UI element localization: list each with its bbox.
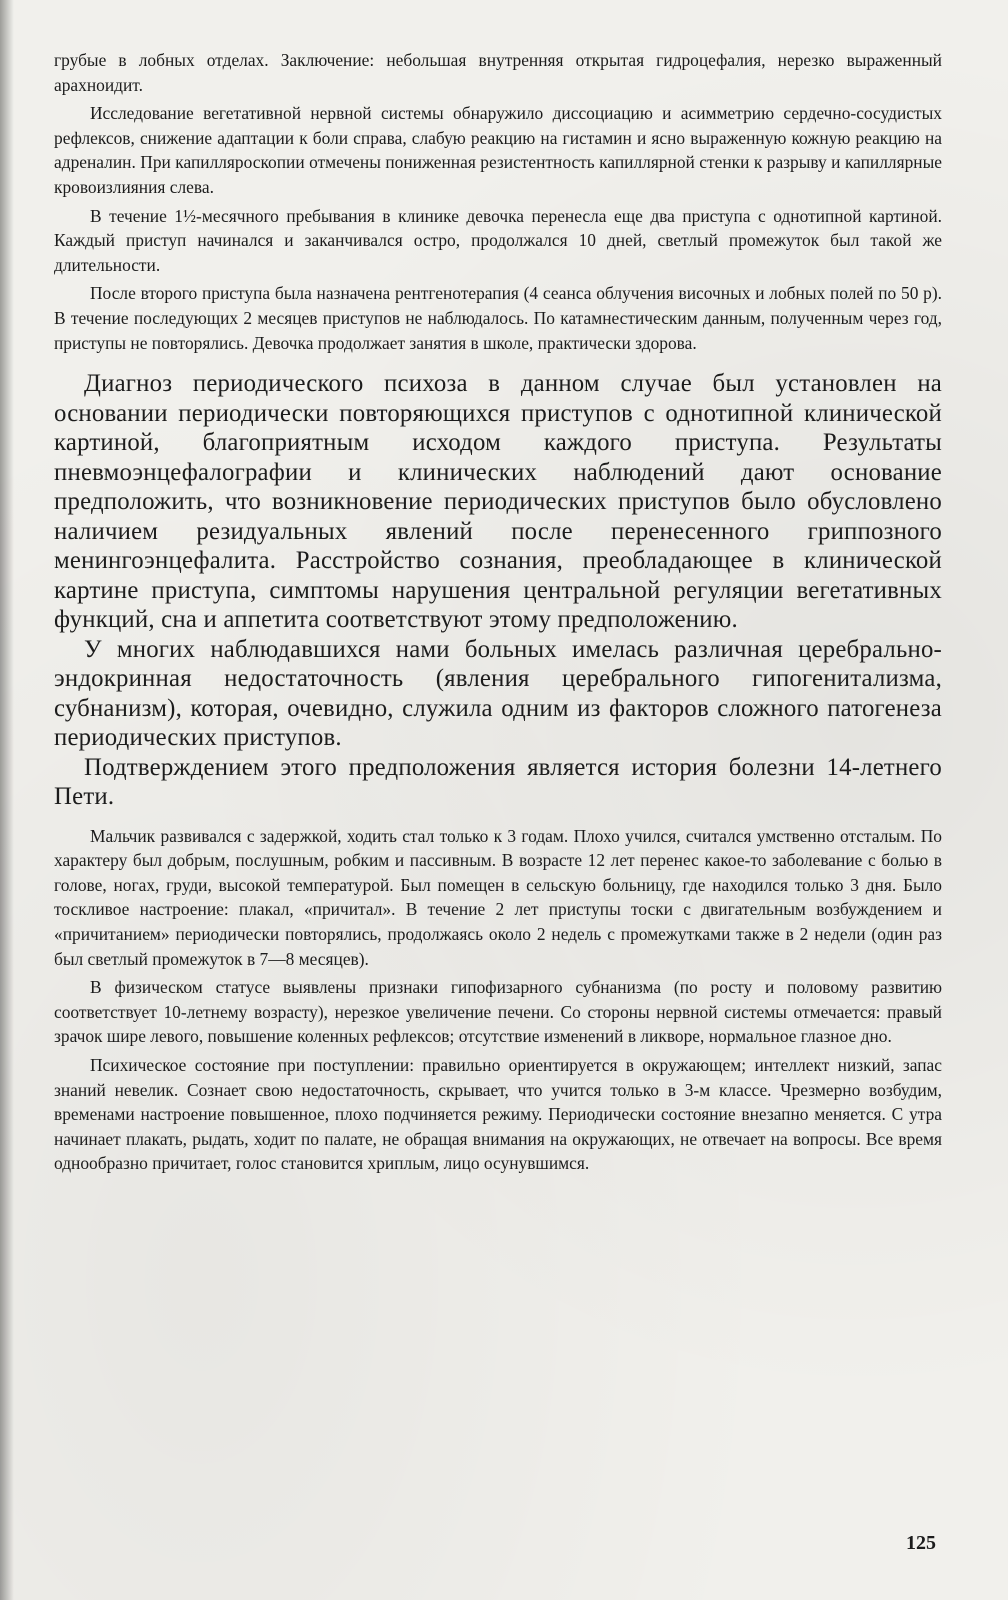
paragraph: В физическом статусе выявлены признаки гипофизарного субнанизма (по росту и половому развитию соответствует 10-летнему возрасту), нерезкое увеличение печени. Со стороны нервной системы отмечается: правый зрачок шире левого, повышение коленных рефлексов; отсутствие изменений в ликворе, нормальное глазное дно. — [54, 977, 942, 1047]
paragraph: Исследование вегетативной нервной системы обнаружило диссоциацию и асимметрию сердечно-сосудистых рефлексов, снижение адаптации к боли справа, слабую реакцию на гистамин и ясно выраженную кожную реакцию на адреналин. При капилляроскопии отмечены пониженная резистентность капиллярной стенки к разрыву и капиллярные кровоизлияния слева. — [54, 103, 942, 197]
paragraph: Мальчик развивался с задержкой, ходить стал только к 3 годам. Плохо учился, считался умственно отсталым. По характеру был добрым, послушным, робким и пассивным. В возрасте 12 лет перенес какое-то заболевание с болью в голове, ногах, груди, высокой температурой. Был помещен в сельскую больницу, где находился только 3 дня. Было тоскливое настроение: плакал, «причитал». В течение 2 лет приступы тоски с двигательным возбуждением и «причитанием» периодически повторялись, продолжаясь около 2 недель с промежутками также в 2 недели (один раз был светлый промежуток в 7—8 месяцев). — [54, 825, 942, 969]
page-number: 125 — [906, 1532, 936, 1554]
case-notes-block-1 — [54, 48, 942, 355]
main-text-block — [54, 369, 942, 812]
paragraph: После второго приступа была назначена рентгенотерапия (4 сеанса облучения височных и лобных полей по 50 р). В течение последующих 2 месяцев приступов не наблюдалось. По катамнестическим данным, полученным через год, приступы не повторялись. Девочка продолжает занятия в школе, практически здорова. — [54, 283, 942, 353]
paragraph: Подтверждением этого предположения является история болезни 14-летнего Пети. — [54, 753, 942, 811]
paragraph: В течение 1½-месячного пребывания в клинике девочка перенесла еще два приступа с однотипной картиной. Каждый приступ начинался и заканчивался остро, продолжался 10 дней, светлый промежуток был такой же длительности. — [54, 205, 942, 275]
paragraph: Диагноз периодического психоза в данном случае был установлен на основании периодически повторяющихся приступов с однотипной клинической картиной, благоприятным исходом каждого приступа. Результаты пневмоэнцефалографии и клинических наблюдений дают основание предположить, что возникновение периодических приступов было обусловлено наличием резидуальных явлений после перенесенного гриппозного менингоэнцефалита. Расстройство сознания, преобладающее в клинической картине приступа, симптомы нарушения центральной регуляции вегетативных функций, сна и аппетита соответствуют этому предположению. — [54, 370, 942, 634]
paragraph: Психическое состояние при поступлении: правильно ориентируется в окружающем; интеллект низкий, запас знаний невелик. Сознает свою недостаточность, скрывает, что учится только в 3-м классе. Чрезмерно возбудим, временами настроение повышенное, плохо подчиняется режиму. Периодически состояние внезапно меняется. С утра начинает плакать, рыдать, ходит по палате, не обращая внимания на окружающих, не отвечает на вопросы. Все время однообразно причитает, голос становится хриплым, лицо осунувшимся. — [54, 1054, 942, 1174]
paragraph: грубые в лобных отделах. Заключение: небольшая внутренняя открытая гидроцефалия, нерезко выраженный арахноидит. — [54, 50, 942, 95]
case-notes-block-2 — [54, 824, 942, 1176]
paragraph: У многих наблюдавшихся нами больных имелась различная церебрально-эндокринная недостаточность (явления церебрального гипогенитализма, субнанизм), которая, очевидно, служила одним из факторов сложного патогенеза периодических приступов. — [54, 635, 942, 752]
